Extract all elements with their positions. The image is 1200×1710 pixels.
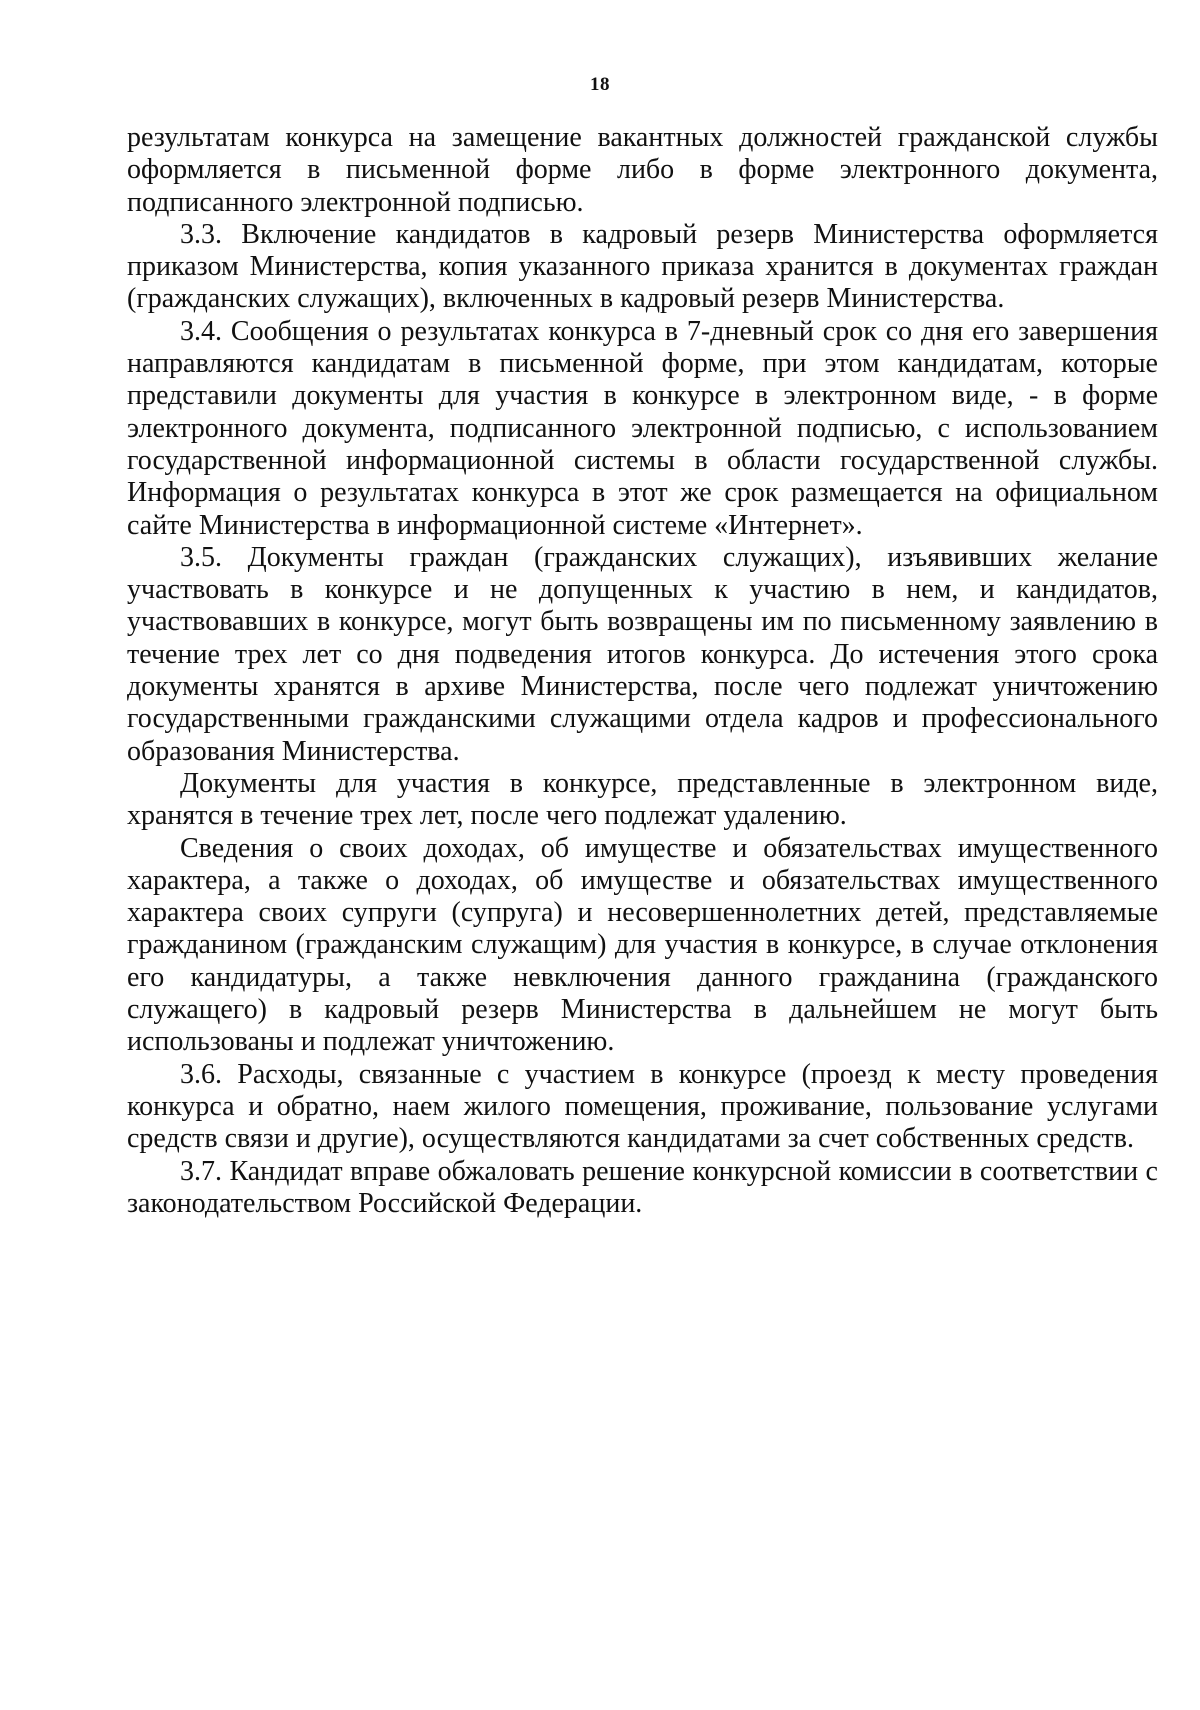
- paragraph-3-7: 3.7. Кандидат вправе обжаловать решение конкурсной комиссии в соответствии с законодательством Российской Федерации.: [127, 1155, 1158, 1219]
- paragraph-income-information: Сведения о своих доходах, об имуществе и обязательствах имущественного характера, а также о доходах, об имуществе и обязательствах имущественного характера своих супруги (супруга) и несовершеннолетних детей, представляемые гражданином (гражданским служащим) для участия в конкурсе, в случае отклонения его кандидатуры, а также невключения данного гражданина (гражданского служащего) в кадровый резерв Министерства в дальнейшем не могут быть использованы и подлежат уничтожению.: [127, 832, 1158, 1058]
- paragraph-3-5: 3.5. Документы граждан (гражданских служащих), изъявивших желание участвовать в конкурсе и не допущенных к участию в нем, и кандидатов, участвовавших в конкурсе, могут быть возвращены им по письменному заявлению в течение трех лет со дня подведения итогов конкурса. До истечения этого срока документы хранятся в архиве Министерства, после чего подлежат уничтожению государственными гражданскими служащими отдела кадров и профессионального образования Министерства.: [127, 541, 1158, 767]
- paragraph-3-3: 3.3. Включение кандидатов в кадровый резерв Министерства оформляется приказом Министерства, копия указанного приказа хранится в документах граждан (гражданских служащих), включенных в кадровый резерв Министерства.: [127, 218, 1158, 315]
- page-number: 18: [590, 74, 610, 95]
- paragraph-continuation: результатам конкурса на замещение вакантных должностей гражданской службы оформляется в письменной форме либо в форме электронного документа, подписанного электронной подписью.: [127, 122, 1158, 218]
- paragraph-electronic-documents: Документы для участия в конкурсе, представленные в электронном виде, хранятся в течение трех лет, после чего подлежат удалению.: [127, 767, 1158, 832]
- paragraph-3-4: 3.4. Сообщения о результатах конкурса в 7-дневный срок со дня его завершения направляются кандидатам в письменной форме, при этом кандидатам, которые представили документы для участия в конкурсе в электронном виде, - в форме электронного документа, подписанного электронной подписью, с использованием государственной информационной системы в области государственной службы. Информация о результатах конкурса в этот же срок размещается на официальном сайте Министерства в информационной системе «Интернет».: [127, 315, 1158, 541]
- document-body: [127, 122, 1158, 1220]
- paragraph-3-6: 3.6. Расходы, связанные с участием в конкурсе (проезд к месту проведения конкурса и обратно, наем жилого помещения, проживание, пользование услугами средств связи и другие), осуществляются кандидатами за счет собственных средств.: [127, 1058, 1158, 1155]
